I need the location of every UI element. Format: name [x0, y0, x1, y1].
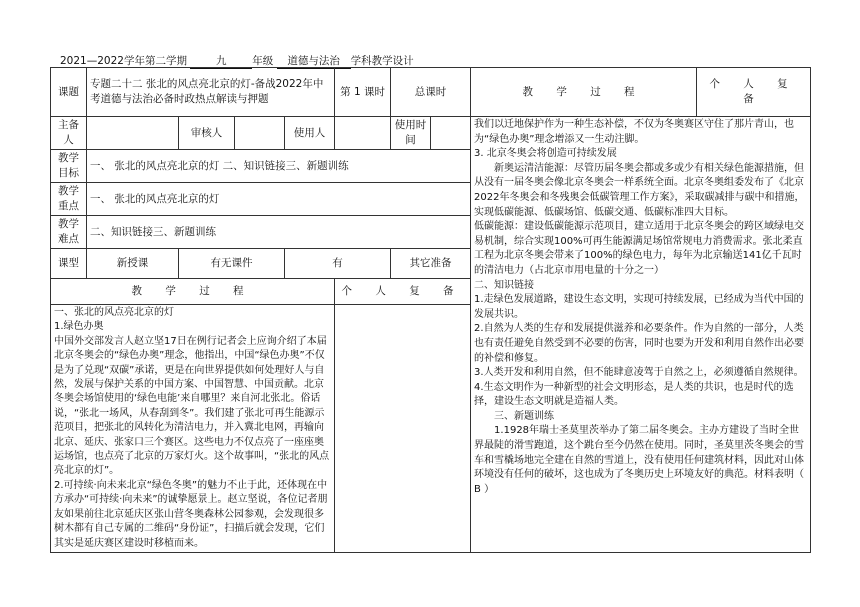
right-paragraph: 2.自然为人类的生存和发展提供滋养和必要条件。作为自然的一部分，人类也有责任避免自然受到不必要的伤害，同时也要为开发和利用自然作出必要的补偿和修复。 — [474, 323, 805, 364]
right-paragraph: 3.人类开发和利用自然，但不能肆意凌驾于自然之上，必须遵循自然规律。 — [474, 367, 804, 379]
period-value: 第 1 课时 — [335, 68, 391, 117]
user-label: 使用人 — [285, 117, 335, 150]
topic-value: 专题二十二 张北的风点亮北京的灯-备战2022年中考道德与法治必备时政热点解读与押题 — [87, 68, 335, 117]
right-paragraph: 3. 北京冬奥会将创造可持续发展 — [474, 148, 617, 160]
key-point-value: 一、 张北的风点亮北京的灯 — [87, 183, 471, 216]
right-process-content — [471, 117, 811, 553]
grade-suffix: 年级 — [252, 55, 274, 67]
grade-value: 九 — [190, 53, 252, 69]
process-header-right: 教 学 过 程 — [471, 68, 697, 117]
lesson-plan-table — [50, 67, 811, 553]
right-paragraph: 4.生态文明作为一种新型的社会文明形态，是人类的共识，也是时代的选择，建设生态文明就是造福人类。 — [474, 381, 794, 408]
use-time-label: 使用时间 — [391, 117, 431, 150]
left-paragraph: 2.可持续·向未来北京“绿色冬奥”的魅力不止于此，还体现在中方承办“可持续·向未来”的诚挚愿景上。赵立坚说，各位记者朋友如果前往北京延庆区张山营冬奥森林公园参观，会发现很多树木都有自己专属的二维码“身份证”，扫描后就会发现，它们其实是延庆赛区建设时移植而来。 — [54, 479, 328, 549]
review-header-right: 个 人 复 备 — [697, 68, 811, 117]
total-periods-label: 总课时 — [391, 68, 471, 117]
difficulty-value: 二、知识链接三、新题训练 — [87, 216, 471, 249]
right-paragraph: 新奥运清洁能源：尽管历届冬奥会都或多或少有相关绿色能源措施，但从没有一届冬奥会像北京冬奥会一样系统全面。北京冬奥组委发布了《北京2022年冬奥会和冬残奥会低碳管理工作方案》，采取碳减排与碳中和措施，实现低碳能源、低碳场馆、低碳交通、低碳标准四大目标。 — [474, 162, 805, 218]
subject-value: 道德与法治 — [277, 53, 351, 69]
review-header-left: 个 人 复 备 — [335, 279, 471, 305]
design-suffix: 学科教学设计 — [350, 55, 414, 67]
user-value — [335, 117, 391, 150]
right-paragraph: 1.走绿色发展道路，建设生态文明，实现可持续发展，已经成为当代中国的发展共识。 — [474, 294, 804, 320]
key-point-label: 教学重点 — [51, 183, 87, 216]
difficulty-label: 教学难点 — [51, 216, 87, 249]
reviewer-label: 审核人 — [179, 117, 235, 150]
right-paragraph: 1.1928年瑞士圣莫里茨举办了第二届冬奥会。主办方建设了当时全世界最陡的滑雪跑道，这个跳台至今仍然在使用。同时，圣莫里茨冬奥会的雪车和雪橇场地完全建在自然的雪道上，没有使用任何建筑材料，因此对山体环境没有任何的破坏，这也成为了冬奥历史上环境友好的典范。材料表明（ B ） — [474, 425, 805, 495]
lesson-type-value: 新授课 — [87, 249, 179, 279]
semester-text: 2021—2022学年第二学期 — [60, 55, 187, 67]
lesson-type-label: 课型 — [51, 249, 87, 279]
right-paragraph: 低碳能源：建设低碳能源示范项目，建立适用于北京冬奥会的跨区域绿电交易机制，综合实现100%可再生能源满足场馆常规电力消费需求。张北柔直工程为北京冬奥会带来了100%的绿色电力，每年为北京输送141亿千瓦时的清洁电力（占北京市用电量的十分之一） — [474, 221, 805, 276]
goal-value: 一、 张北的风点亮北京的灯 二、知识链接三、新题训练 — [87, 150, 471, 183]
right-paragraph: 我们以迁地保护作为一种生态补偿，不仅为冬奥赛区守住了那片青山，也为“绿色办奥”理念增添又一生动注脚。 — [474, 119, 795, 145]
preparer-label: 主备人 — [51, 117, 87, 150]
process-header-left: 教 学 过 程 — [51, 279, 335, 305]
courseware-label: 有无课件 — [179, 249, 285, 279]
left-paragraph: 一、张北的风点亮北京的灯 — [54, 307, 174, 318]
preparer-value — [87, 117, 179, 150]
use-time-value — [431, 117, 471, 150]
other-prep-label: 其它准备 — [391, 249, 471, 279]
goal-label: 教学目标 — [51, 150, 87, 183]
right-paragraph: 三、新题训练 — [494, 410, 555, 422]
left-review-cell — [335, 305, 471, 553]
courseware-value: 有 — [285, 249, 391, 279]
topic-label: 课题 — [51, 68, 87, 117]
reviewer-value — [235, 117, 285, 150]
left-process-content — [51, 305, 335, 553]
right-paragraph: 二、知识链接 — [474, 279, 535, 291]
left-paragraph: 1.绿色办奥 — [54, 321, 104, 333]
left-paragraph: 中国外交部发言人赵立坚17日在例行记者会上应询介绍了本届北京冬奥会的“绿色办奥”理念，他指出，中国“绿色办奥”不仅是为了兑现“双碳”承诺，更是在向世界提供如何处理好人与自然，发展与保护关系的中国方案、中国智慧、中国贡献。北京冬奥会场馆使用的‘绿色电能’来自哪里？来自河北张北。俗话说，“张北一场风，从春刮到冬”。我们建了张北可再生能源示范项目，把张北的风转化为清洁电力，并入冀北电网，再输向北京、延庆、张家口三个赛区。这些电力不仅点亮了一座座奥运场馆，也点亮了北京的万家灯火。这个故事叫，“张北的风点亮北京的灯”。 — [54, 335, 330, 477]
